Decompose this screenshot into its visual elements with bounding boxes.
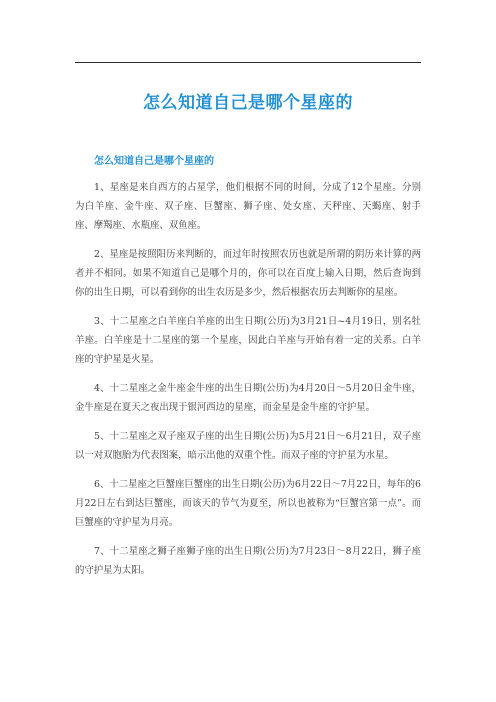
paragraph-3: 3、十二星座之白羊座白羊座的出生日期(公历)为3月21日~4月19日，别名牡羊座。白羊座是十二星座的第一个星座，因此白羊座与开始有着一定的关系。白羊座的守护星是火星。	[75, 316, 421, 365]
paragraph-7: 7、十二星座之狮子座狮子座的出生日期(公历)为7月23日～8月22日，狮子座的守护星为太阳。	[75, 546, 421, 576]
header-rule	[75, 62, 421, 63]
document-title: 怎么知道自己是哪个星座的	[143, 93, 353, 113]
document-body	[75, 178, 421, 590]
paragraph-4: 4、十二星座之金牛座金牛座的出生日期(公历)为4月20日～5月20日金牛座，金牛座是在夏天之夜出现于银河西边的星座，而金星是金牛座的守护星。	[75, 383, 421, 413]
paragraph-5: 5、十二星座之双子座双子座的出生日期(公历)为5月21日～6月21日，双子座以一对双胞胎为代表图案，暗示出他的双重个性。而双子座的守护星为水星。	[75, 431, 421, 461]
paragraph-2: 2、星座是按照阳历来判断的，而过年时按照农历也就是所谓的阴历来计算的两者并不相同。如果不知道自己是哪个月的，你可以在百度上输入日期，然后查询到你的出生日期，可以看到你的出生农历是多少，然后根据农历去判断你的星座。	[75, 249, 421, 298]
paragraph-1: 1、星座是来自西方的占星学，他们根据不同的时间，分成了12个星座。分别为白羊座、金牛座、双子座、巨蟹座、狮子座、处女座、天秤座、天蝎座、射手座、摩羯座、水瓶座、双鱼座。	[75, 182, 421, 231]
paragraph-6: 6、十二星座之巨蟹座巨蟹座的出生日期(公历)为6月22日～7月22日，每年的6月22日左右到达巨蟹座，而该天的节气为夏至，所以也被称为“巨蟹宫第一点”。而巨蟹座的守护星为月亮。	[75, 479, 421, 528]
section-heading: 怎么知道自己是哪个星座的	[94, 156, 214, 167]
